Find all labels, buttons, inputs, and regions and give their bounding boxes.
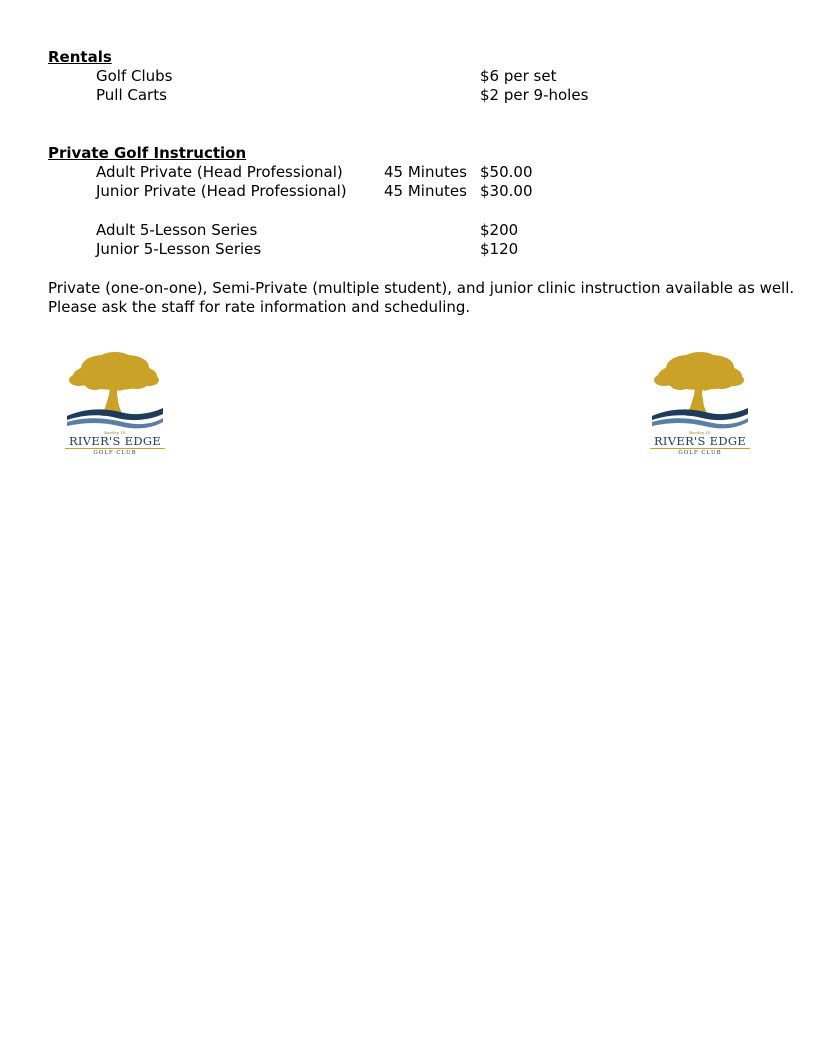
logo-subtitle: GOLF CLUB (93, 450, 137, 456)
note-line: Please ask the staff for rate information and scheduling. (48, 298, 471, 316)
rental-item-price: $6 per set (480, 67, 557, 85)
lesson-price: $50.00 (480, 163, 533, 181)
logo-subtitle: GOLF CLUB (678, 450, 722, 456)
series-name: Adult 5-Lesson Series (96, 221, 258, 239)
logo-tagline: Bartley, IN (104, 430, 126, 435)
series-price: $120 (480, 240, 519, 258)
rivers-edge-logo (65, 350, 165, 460)
rental-item-price: $2 per 9-holes (480, 86, 589, 104)
instruction-heading: Private Golf Instruction (48, 144, 247, 162)
note-line: Private (one-on-one), Semi-Private (multiple student), and junior clinic instruction available as well. (48, 279, 795, 297)
lesson-name: Junior Private (Head Professional) (96, 182, 347, 200)
logo-name: RIVER'S EDGE (650, 435, 750, 449)
rivers-edge-logo (650, 350, 750, 460)
series-price: $200 (480, 221, 519, 239)
rental-row (48, 86, 768, 105)
instruction-note (48, 279, 795, 317)
rate-sheet (48, 48, 795, 317)
series-name: Junior 5-Lesson Series (96, 240, 262, 258)
rentals-heading: Rentals (48, 48, 112, 66)
lesson-duration: 45 Minutes (384, 182, 467, 200)
series-row (48, 240, 768, 259)
series-row (48, 221, 768, 240)
logo-name: RIVER'S EDGE (65, 435, 165, 449)
rental-row (48, 67, 768, 86)
lesson-row (48, 182, 768, 201)
rental-item-name: Golf Clubs (96, 67, 173, 85)
lesson-duration: 45 Minutes (384, 163, 467, 181)
logo-tagline: Bartley, IN (689, 430, 711, 435)
rental-item-name: Pull Carts (96, 86, 167, 104)
lesson-row (48, 163, 768, 182)
tree-icon (65, 350, 165, 430)
lesson-name: Adult Private (Head Professional) (96, 163, 343, 181)
tree-icon (650, 350, 750, 430)
lesson-price: $30.00 (480, 182, 533, 200)
